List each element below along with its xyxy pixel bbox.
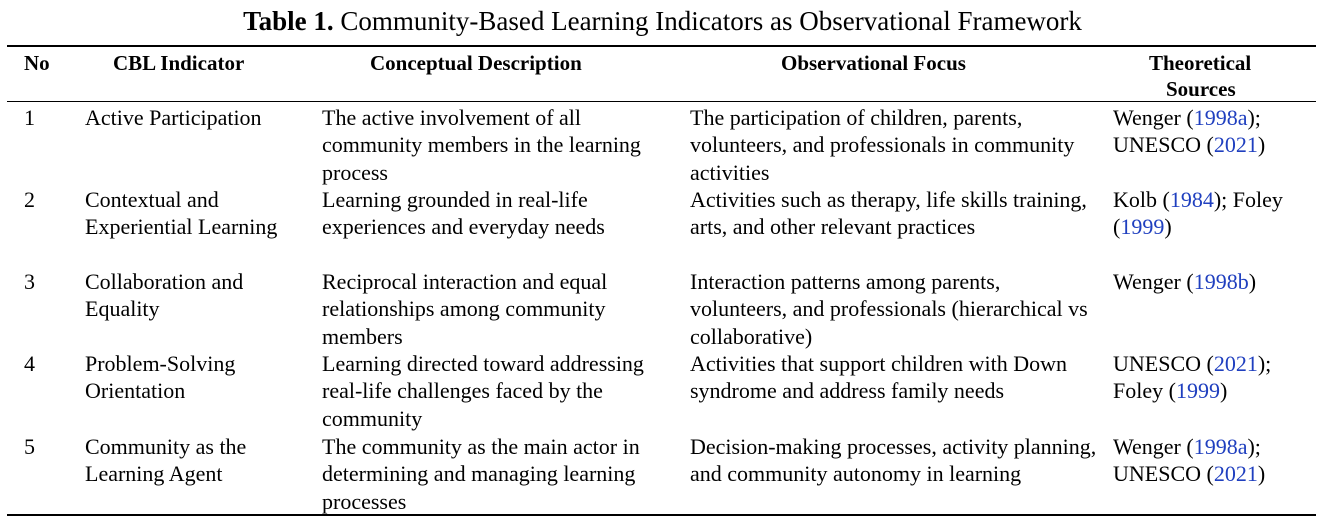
citation-suffix: ); — [1257, 351, 1272, 376]
citation-year-link[interactable]: 1984 — [1169, 187, 1214, 212]
cell-indicator: Problem-Solving Orientation — [85, 351, 236, 404]
cell-focus: Activities that support children with Down syndrome and address family needs — [690, 351, 1067, 404]
source-citation — [1113, 433, 1318, 460]
citation-year-link[interactable]: 1998b — [1193, 269, 1249, 294]
citation-year-link[interactable]: 1998a — [1193, 434, 1248, 459]
cell-sources — [1113, 268, 1318, 295]
source-citation — [1113, 377, 1318, 404]
citation-author: Wenger ( — [1113, 269, 1194, 294]
header-description: Conceptual Description — [370, 51, 582, 75]
source-citation — [1113, 186, 1318, 213]
cell-focus: Interaction patterns among parents, volunteers, and professionals (hierarchical vs collaborative) — [690, 269, 1088, 349]
cell-description: Learning grounded in real-life experiences and everyday needs — [322, 187, 605, 240]
citation-suffix: ) — [1164, 214, 1172, 240]
citation-author: Foley ( — [1113, 378, 1176, 404]
cell-sources — [1113, 104, 1318, 159]
citation-suffix: ) — [1248, 269, 1257, 294]
citation-author: Wenger ( — [1113, 434, 1194, 459]
caption-title: Community-Based Learning Indicators as Observational Framework — [340, 6, 1082, 36]
citation-suffix: ); — [1247, 434, 1261, 459]
citation-year-link[interactable]: 1999 — [1175, 378, 1220, 404]
header-sources-line1: Theoretical — [1149, 51, 1252, 75]
cell-no: 2 — [24, 187, 35, 212]
header-focus: Observational Focus — [781, 51, 966, 75]
citation-author: Kolb ( — [1113, 187, 1170, 212]
citation-author: Wenger ( — [1113, 105, 1194, 130]
citation-suffix: ); — [1247, 105, 1261, 130]
cell-focus: The participation of children, parents, volunteers, and professionals in community activities — [690, 105, 1075, 185]
citation-author: UNESCO ( — [1113, 351, 1214, 376]
cell-sources — [1113, 186, 1318, 241]
cell-description: The community as the main actor in determining and managing learning processes — [322, 434, 640, 514]
source-citation — [1113, 104, 1318, 131]
cell-indicator: Collaboration and Equality — [85, 269, 244, 322]
citation-year-link[interactable]: 2021 — [1213, 351, 1258, 376]
header-indicator: CBL Indicator — [113, 51, 245, 75]
citation-suffix: ) — [1219, 378, 1228, 404]
citation-year-link[interactable]: 1998a — [1193, 105, 1248, 130]
citation-author: ( — [1113, 214, 1121, 240]
cell-no: 5 — [24, 434, 35, 459]
citation-author: UNESCO ( — [1113, 132, 1214, 158]
cell-sources — [1113, 433, 1318, 488]
citation-suffix: ) — [1257, 132, 1266, 158]
citation-year-link[interactable]: 1999 — [1120, 214, 1165, 240]
source-citation — [1113, 460, 1318, 487]
cell-no: 1 — [24, 105, 35, 130]
citation-year-link[interactable]: 2021 — [1213, 132, 1258, 158]
cell-indicator: Active Participation — [85, 105, 262, 130]
source-citation — [1113, 213, 1318, 240]
cell-no: 3 — [24, 269, 35, 294]
cell-focus: Activities such as therapy, life skills training, arts, and other relevant practices — [690, 187, 1087, 240]
cell-no: 4 — [24, 351, 35, 376]
caption-label: Table 1. — [243, 6, 334, 36]
cell-focus: Decision-making processes, activity planning, and community autonomy in learning — [690, 434, 1097, 487]
cell-description: Reciprocal interaction and equal relationships among community members — [322, 269, 608, 349]
cell-indicator: Contextual and Experiential Learning — [85, 187, 278, 240]
header-no: No — [24, 51, 50, 75]
top-rule — [7, 45, 1316, 47]
source-citation — [1113, 268, 1318, 295]
citation-suffix: ) — [1257, 461, 1266, 487]
citation-suffix: ); Foley — [1213, 187, 1283, 212]
header-rule — [7, 101, 1316, 102]
cell-sources — [1113, 350, 1318, 405]
citation-year-link[interactable]: 2021 — [1213, 461, 1258, 487]
source-citation — [1113, 350, 1318, 377]
cell-indicator: Community as the Learning Agent — [85, 434, 247, 487]
source-citation — [1113, 131, 1318, 158]
table-caption — [0, 4, 1325, 38]
citation-author: UNESCO ( — [1113, 461, 1214, 487]
cell-description: The active involvement of all community members in the learning process — [322, 105, 641, 185]
header-sources-line2: Sources — [1166, 77, 1236, 101]
cell-description: Learning directed toward addressing real-life challenges faced by the community — [322, 351, 644, 431]
